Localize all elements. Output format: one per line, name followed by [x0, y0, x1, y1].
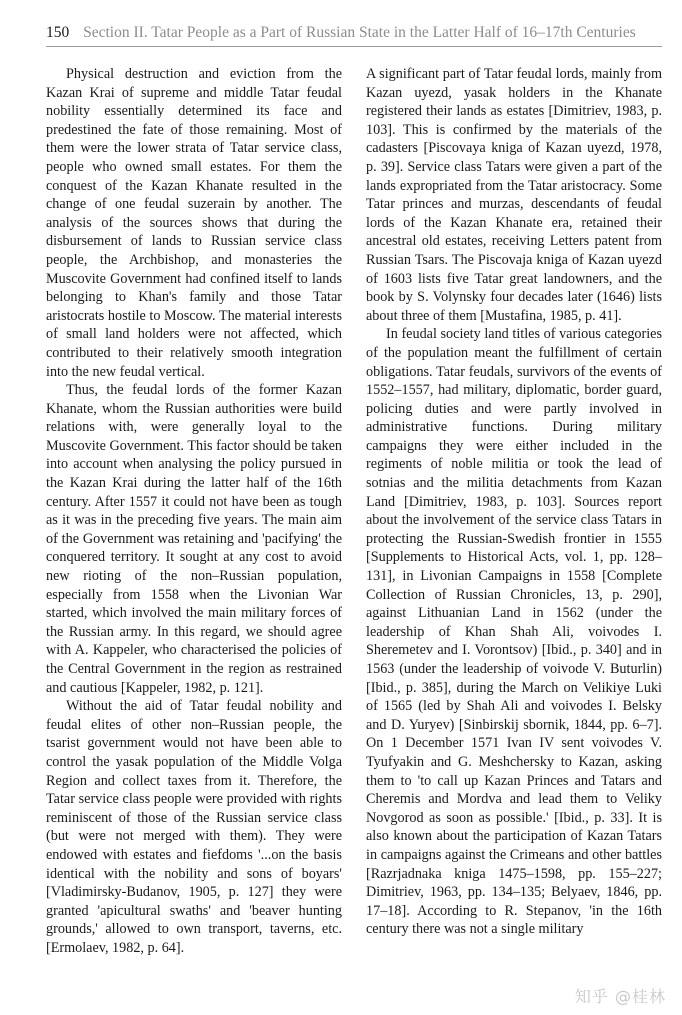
paragraph: A significant part of Tatar feudal lords, mainly from Kazan uyezd, yasak holders in the Khanate registered their lands as estates [Dimitriev, 1983, p. 103]. This is confirmed by the materials of the cadasters [Piscovaya kniga of Kazan uyezd, 1978, p. 39]. Service class Tatars were given a part of the lands expropriated from the Tatar aristocracy. Some Tatar princes and murzas, descendants of feudal lords of the Kazan Khanate era, retained their ancestral old estates, receiving Letters patent from Russian Tsars. The Piscovaja kniga of Kazan uyezd of 1603 lists five Tatar great landowners, and the book by S. Volynsky four decades later (1646) lists about three of them [Mustafina, 1985, p. 41]. [366, 66, 662, 324]
paragraph: Thus, the feudal lords of the former Kazan Khanate, whom the Russian authorities were build relations with, were generally loyal to the Muscovite Government. This factor should be taken into account when analysing the policy pursued in the Kazan Krai during the latter half of the 16th century. After 1557 it could not have been as tough as it was in the preceding five years. The main aim of the Government was retaining and 'pacifying' the conquered territory. It sought at any cost to avoid new rioting of the non–Russian population, especially from 1558 when the Livonian War started, which involved the main military forces of the Russian army. In this regard, we should agree with A. Kappeler, who characterised the policies of the Central Government in the region as restrained and cautious [Kappeler, 1982, p. 121]. [46, 382, 342, 696]
page-header [46, 20, 662, 47]
paragraph: In feudal society land titles of various categories of the population meant the fulfillment of certain obligations. Tatar feudals, survivors of the events of 1552–1557, had military, diplomatic, border guard, policing duties and were partly involved in administrative functions. During military campaigns they were either included in the regiments of noble militia or took the lead of sotnias and the militia detachments from Kazan Land [Dimitriev, 1983, p. 103]. Sources report about the involvement of the service class Tatars in protecting the Russian-Swedish frontier in 1555 [Supplements to Historical Acts, vol. 1, pp. 128–131], in Livonian Campaigns in 1558 [Complete Collection of Russian Chronicles, 13, p. 290], against Lithuanian Land in 1562 (under the leadership of Khan Shah Ali, voivodes I. Sheremetev and I. Vorontsov) [Ibid., p. 340] and in 1563 (under the leadership of voivode V. Buturlin) [Ibid., p. 385], during the March on Velikiye Luki of 1565 (led by Shah Ali and voivodes I. Belsky and D. Yuryev) [Sinbirskij sbornik, 1844, pp. 6–7]. On 1 December 1571 Ivan IV sent voivodes V. Tyufyakin and G. Meshchersky to Kazan, asking them to 'to call up Kazan Princes and Tatars and Cheremis and Mordva and lead them to Veliky Novgorod as soon as possible.' [Ibid., p. 33]. It is also known about the participation of Kazan Tatars in campaigns against the Crimeans and other battles [Razrjadnaka kniga 1475–1598, pp. 155–227; Dimitriev, 1963, pp. 134–135; Belyaev, 1846, pp. 17–18]. According to R. Stepanov, 'in the 16th century there was not a single military [366, 326, 662, 938]
running-title: Section II. Tatar People as a Part of Russian State in the Latter Half of 16–17th Centuries [83, 24, 636, 41]
right-column [366, 65, 662, 939]
paragraph: Physical destruction and eviction from the Kazan Krai of supreme and middle Tatar feudal nobility essentially determined its face and predestined the fate of those remaining. Most of them were the lower strata of Tatar service class, people who owned small estates. For them the conquest of the Kazan Khanate resulted in the change of one feudal suzerain by another. The analysis of the sources shows that during the disbursement of lands to Russian service class people, the Archbishop, and monasteries the Muscovite Government had confined itself to lands belonging to Khan's family and those Tatar aristocrats hostile to Moscow. The material interests of small land holders were not affected, which contributed to their relatively smooth integration into the new feudal vertical. [46, 66, 342, 380]
watermark: 知乎 @桂林 [574, 987, 666, 1006]
page-number: 150 [46, 24, 70, 41]
left-column [46, 65, 342, 958]
paragraph: Without the aid of Tatar feudal nobility and feudal elites of other non–Russian people, the tsarist government would not have been able to control the yasak population of the Middle Volga Region and collect taxes from it. Therefore, the Tatar service class people were provided with rights reminiscent of those of the Russian service class (but were not merged with them). They were endowed with estates and fiefdoms '...on the basis identical with the nobility and sons of boyars' [Vladimirsky-Budanov, 1905, p. 127] they were granted 'apicultural swaths' and 'beaver hunting grounds,' allowed to own transport, taverns, etc. [Ermolaev, 1982, p. 64]. [46, 698, 342, 956]
